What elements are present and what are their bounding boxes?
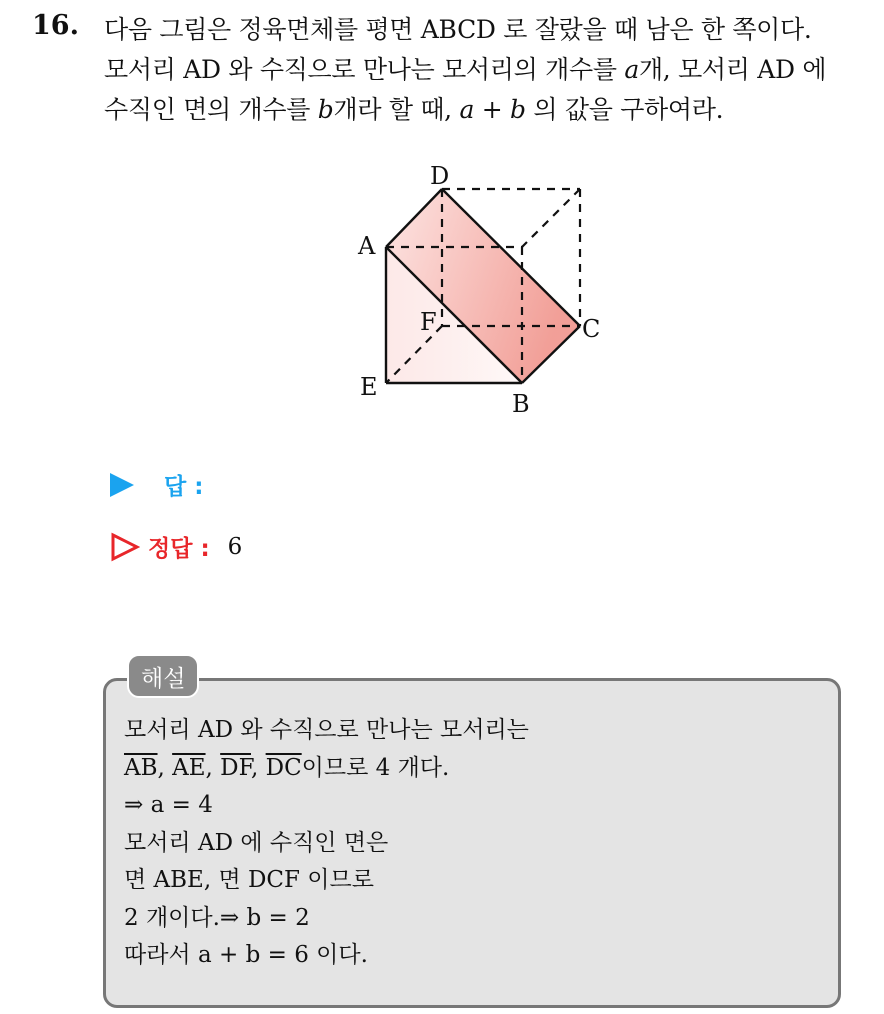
label-f: F [420,308,437,336]
solution-text [124,712,529,975]
question-line-3 [104,90,864,130]
solution-line-1: 모서리 AD 와 수직으로 만나는 모서리는 [124,717,529,743]
question-line-3-part-c: 의 값을 구하여라. [525,95,724,124]
expression-a-plus-b: a + b [459,95,526,124]
question-line-1: 다음 그림은 정육면체를 평면 ABCD 로 잘랐을 때 남은 한 쪽이다. [104,15,812,44]
correct-answer-row [110,530,242,563]
segment-dc: $\overline{DC}$ [265,754,302,781]
play-triangle-icon [110,473,134,497]
outline-triangle-icon [110,532,140,562]
variable-b: b [317,95,334,124]
solution-tab: 해설 [127,654,199,698]
correct-answer-label: 정답 : [148,536,210,562]
label-c: C [582,315,601,343]
question-number: 16. [32,10,79,41]
label-e: E [360,373,378,401]
label-d: D [430,162,450,190]
solution-line-3: ⇒ a = 4 [124,792,213,818]
solution-line-4: 모서리 AD 에 수직인 면은 [124,829,389,856]
question-line-2-part-a: 모서리 AD 와 수직으로 만나는 모서리의 개수를 [104,55,625,84]
question-line-2 [104,50,864,90]
variable-a: a [624,55,639,84]
segment-ae: $\overline{AE}$ [172,754,206,781]
label-a: A [358,232,376,260]
solution-line-6: 2 개이다.⇒ b = 2 [124,904,310,931]
question-line-2-part-b: 개, 모서리 AD 에 [638,55,827,84]
solution-line-2 [124,750,529,788]
question-line-3-part-b: 개라 할 때, [333,95,460,124]
segment-df: $\overline{DF}$ [220,754,251,781]
separator: , [251,754,266,781]
solution-line-7: 따라서 a + b = 6 이다. [124,942,368,968]
separator: , [157,754,173,781]
cut-cube-figure [350,158,620,418]
segment-ab: $\overline{AB}$ [124,754,158,781]
solution-line-5: 면 ABE, 면 DCF 이므로 [124,867,374,893]
separator: , [205,754,221,781]
question-line-3-part-a: 수직인 면의 개수를 [104,95,318,124]
answer-label: 답 : [164,474,204,500]
question-text [104,10,864,130]
answer-row [110,468,203,501]
label-b: B [512,390,530,418]
correct-answer-value: 6 [227,533,243,560]
solution-line-2-tail: 이므로 4 개다. [301,754,450,781]
